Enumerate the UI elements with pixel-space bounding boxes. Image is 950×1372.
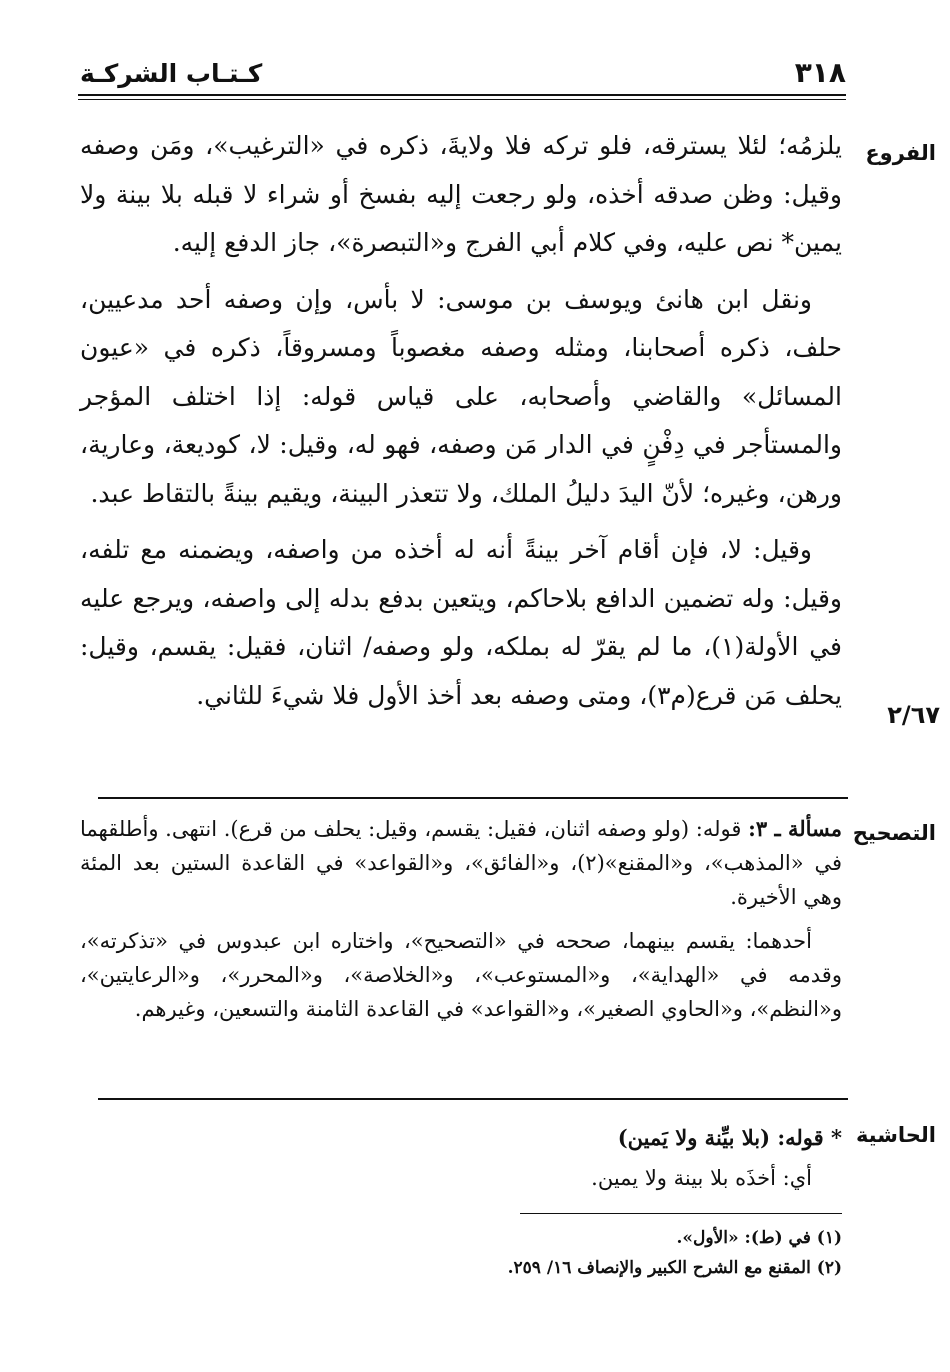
page-number: ٣١٨ [794,56,846,89]
tashih-section [80,812,842,1026]
header-rule [78,94,846,96]
main-paragraph-3: وقيل: لا، فإن أقام آخر بينةً أنه له أخذه من واصفه، ويضمنه مع تلفه، وقيل: وله تضمين الدافع بلاحاكم، ويتعين بدفع بدله إلى واصفه، ويرجع عليه في الأولة(١)، ما لم يقرّ له بملكه، ولو وصفه/ اثنان، فقيل: يقسم، وقيل: يحلف مَن قرع(م٣)، ومتى وصفه بعد أخذ الأول فلا شيءَ للثاني. [80,535,842,710]
margin-label-furu: الفروع [865,141,936,165]
hashiya-lead: * قوله: (بلا بيِّنة ولا يَمين) [617,1125,842,1150]
hashiya-section [80,1118,842,1198]
main-text [80,122,842,720]
footnote-rule [520,1213,842,1214]
header-rule-thin [78,99,846,100]
margin-ref: ٢/٦٧ [887,701,940,729]
tashih-paragraph-1 [80,812,842,914]
main-paragraph-2: ونقل ابن هانئ ويوسف بن موسى: لا بأس، وإن وصفه أحد مدعيين، حلف، ذكره أصحابنا، ومثله وصفه مغصوباً ومسروقاً، ذكره في «عيون المسائل» والقاضي وأصحابه، على قياس قوله: إذا اختلف المؤجر والمستأجر في دِفْنٍ في الدار مَن وصفه، فهو له، وقيل: لا، كوديعة، وعارية، ورهن، وغيره؛ لأنّ اليدَ دليلُ الملك، ولا تتعذر البينة، ويقيم بينةً بالتقاط عبد. [80,284,842,508]
page-header [78,46,846,92]
margin-label-tashih: التصحيح [852,821,936,845]
footnote-1: (١) في (ط): «الأول». [676,1228,842,1248]
tashih-paragraph-2: أحدهما: يقسم بينهما، صححه في «التصحيح»، واختاره ابن عبدوس في «تذكرته»، وقدمه في «الهداية»، و«المستوعب»، و«الخلاصة»، و«المحرر»، و«الرعايتين»، و«النظم»، و«الحاوي الصغير»، و«القواعد» في القاعدة الثامنة والتسعين، وغيرهم. [80,929,842,1021]
tashih-issue-label: مسألة ـ ٣: [748,816,842,841]
section-divider-tashih [98,797,848,799]
main-paragraph-1: يلزمُه؛ لئلا يسترقه، فلو تركه فلا ولايةَ، ذكره في «الترغيب»، ومَن وصفه وقيل: وظن صدقه أخذه، ولو رجعت إليه بفسخ أو شراء لا قبله بلا بينة ولا يمين* نص عليه، وفي كلام أبي الفرج و«التبصرة»، جاز الدفع إليه. [80,131,842,257]
footnotes [80,1223,842,1283]
tashih-paragraph-1-text: قوله: (ولو وصفه اثنان، فقيل: يقسم، وقيل: يحلف من قرع). انتهى. وأطلقهما في «المذهب»، و«المقنع»(٢)، و«الفائق»، و«القواعد» في القاعدة الستين بعد المئة وهي الأخيرة. [80,817,843,909]
book-title: كـتـاب الشركـة [80,59,263,88]
hashiya-body: أي: أخذَه بلا بينة ولا يمين. [591,1166,812,1190]
footnote-2: (٢) المقنع مع الشرح الكبير والإنصاف ١٦/ ٢٥٩. [507,1258,842,1278]
margin-label-hashiya: الحاشية [855,1123,936,1147]
section-divider-hashiya [98,1098,848,1100]
